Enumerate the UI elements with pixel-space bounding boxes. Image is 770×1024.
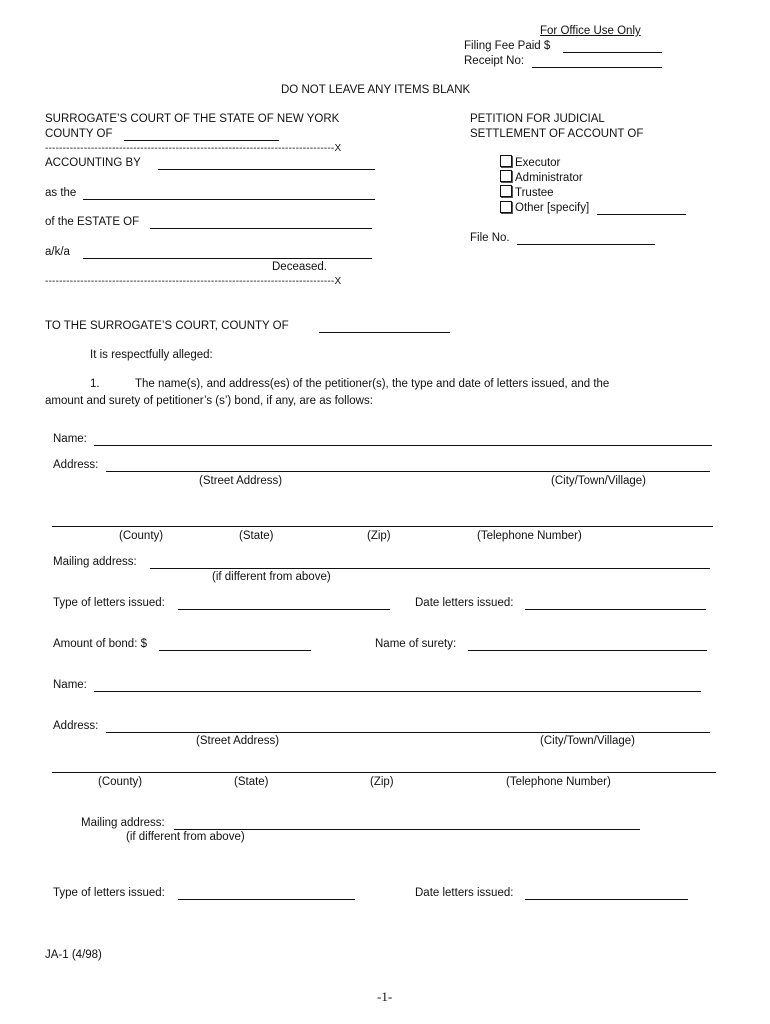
p2-county-caption: (County) xyxy=(98,776,143,788)
item-text-line1: The name(s), and address(es) of the petitioner(s), the type and date of letters issued, and the xyxy=(135,378,610,390)
trustee-checkbox[interactable] xyxy=(500,185,512,197)
p2-address-label: Address: xyxy=(53,720,99,732)
p1-mailing-field[interactable] xyxy=(150,568,710,569)
other-label: Other [specify] xyxy=(515,202,590,214)
p1-name-field[interactable] xyxy=(94,445,712,446)
caption-top-divider: ----------------------------------------------------------------------------------X xyxy=(45,143,342,154)
accounting-by-field[interactable] xyxy=(158,169,375,170)
administrator-checkbox[interactable] xyxy=(500,170,512,182)
p2-mailing-label: Mailing address: xyxy=(81,817,165,829)
p1-county-caption: (County) xyxy=(119,530,164,542)
executor-checkbox[interactable] xyxy=(500,155,512,167)
p2-address-field[interactable] xyxy=(106,732,710,733)
estate-label: of the ESTATE OF xyxy=(45,216,140,228)
p1-address-field[interactable] xyxy=(106,471,710,472)
other-checkbox[interactable] xyxy=(500,201,512,213)
p1-address2-field[interactable] xyxy=(52,526,713,527)
other-specify-field[interactable] xyxy=(597,214,686,215)
petition-title-line1: PETITION FOR JUDICIAL xyxy=(470,113,605,125)
administrator-label: Administrator xyxy=(515,172,583,184)
office-use-title: For Office Use Only xyxy=(540,25,641,37)
aka-label: a/k/a xyxy=(45,246,70,258)
p1-bond-field[interactable] xyxy=(159,650,311,651)
accounting-by-label: ACCOUNTING BY xyxy=(45,157,141,169)
file-no-label: File No. xyxy=(470,232,510,244)
p1-street-caption: (Street Address) xyxy=(199,475,283,487)
item-text-line2: amount and surety of petitioner’s (s’) bond, if any, are as follows: xyxy=(45,395,373,407)
trustee-label: Trustee xyxy=(515,187,554,199)
county-label: COUNTY OF xyxy=(45,128,113,140)
p2-phone-caption: (Telephone Number) xyxy=(506,776,611,788)
p2-type-letters-label: Type of letters issued: xyxy=(53,887,165,899)
p1-surety-field[interactable] xyxy=(468,650,707,651)
p2-mailing-caption: (if different from above) xyxy=(126,831,245,843)
p2-zip-caption: (Zip) xyxy=(370,776,394,788)
item-number: 1. xyxy=(90,378,100,390)
filing-fee-label: Filing Fee Paid $ xyxy=(464,40,551,52)
caption-bottom-divider: ----------------------------------------------------------------------------------X xyxy=(45,276,342,287)
p2-street-caption: (Street Address) xyxy=(196,735,280,747)
p1-bond-label: Amount of bond: $ xyxy=(53,638,147,650)
receipt-label: Receipt No: xyxy=(464,55,525,67)
p2-date-letters-field[interactable] xyxy=(525,899,688,900)
p1-state-caption: (State) xyxy=(239,530,274,542)
file-no-field[interactable] xyxy=(517,244,655,245)
p1-date-letters-field[interactable] xyxy=(525,609,706,610)
p1-mailing-caption: (if different from above) xyxy=(212,571,331,583)
p2-address2-field[interactable] xyxy=(52,772,716,773)
county-field[interactable] xyxy=(124,140,279,141)
deceased-label: Deceased. xyxy=(272,261,327,273)
executor-label: Executor xyxy=(515,157,561,169)
p1-name-label: Name: xyxy=(53,433,87,445)
notice-text: DO NOT LEAVE ANY ITEMS BLANK xyxy=(281,84,471,96)
aka-field[interactable] xyxy=(83,258,372,259)
p1-date-letters-label: Date letters issued: xyxy=(415,597,514,609)
filing-fee-field[interactable] xyxy=(563,52,662,53)
as-the-label: as the xyxy=(45,187,77,199)
page-number: -1- xyxy=(377,989,393,1004)
to-court-label: TO THE SURROGATE’S COURT, COUNTY OF xyxy=(45,320,289,332)
p2-date-letters-label: Date letters issued: xyxy=(415,887,514,899)
court-line: SURROGATE’S COURT OF THE STATE OF NEW YORK xyxy=(45,113,340,125)
p1-surety-label: Name of surety: xyxy=(375,638,457,650)
p1-phone-caption: (Telephone Number) xyxy=(477,530,582,542)
p2-mailing-field[interactable] xyxy=(174,829,640,830)
p2-name-field[interactable] xyxy=(94,691,701,692)
form-id: JA-1 (4/98) xyxy=(45,949,102,961)
p2-city-caption: (City/Town/Village) xyxy=(540,735,636,747)
estate-field[interactable] xyxy=(150,228,372,229)
p2-type-letters-field[interactable] xyxy=(178,899,355,900)
p1-city-caption: (City/Town/Village) xyxy=(551,475,647,487)
p1-zip-caption: (Zip) xyxy=(367,530,391,542)
as-the-field[interactable] xyxy=(83,199,375,200)
p2-state-caption: (State) xyxy=(234,776,269,788)
p1-type-letters-field[interactable] xyxy=(178,609,390,610)
petition-title-line2: SETTLEMENT OF ACCOUNT OF xyxy=(470,128,644,140)
receipt-field[interactable] xyxy=(532,67,662,68)
alleged-text: It is respectfully alleged: xyxy=(90,349,213,361)
p1-address-label: Address: xyxy=(53,459,99,471)
p1-type-letters-label: Type of letters issued: xyxy=(53,597,165,609)
p1-mailing-label: Mailing address: xyxy=(53,556,137,568)
p2-name-label: Name: xyxy=(53,679,87,691)
to-court-county-field[interactable] xyxy=(319,332,450,333)
